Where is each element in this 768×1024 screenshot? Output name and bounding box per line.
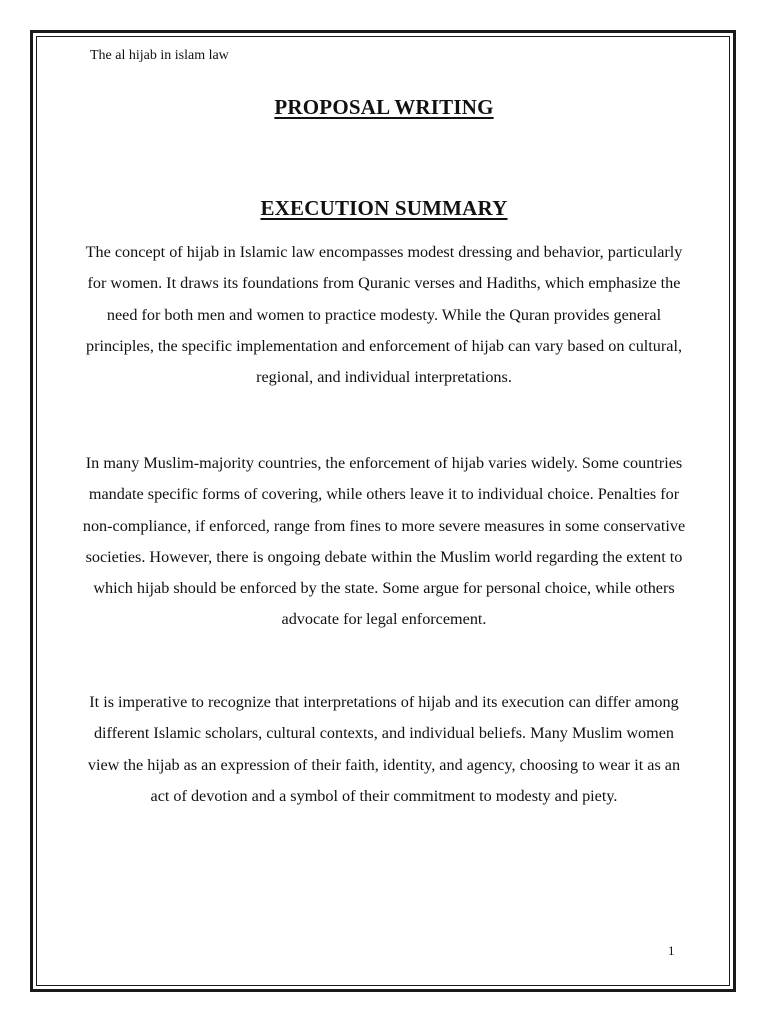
body-paragraph-2: In many Muslim-majority countries, the enforcement of hijab varies widely. Some countries mandate specific forms of covering, while others leave it to individual choice. Penalties for non-compliance, if enforced, range from fines to more severe measures in some conservative societies. However, there is ongoing debate within the Muslim world regarding the extent to which hijab should be enforced by the state. Some argue for personal choice, while others advocate for legal enforcement. — [82, 454, 686, 629]
body-paragraph-1: The concept of hijab in Islamic law encompasses modest dressing and behavior, particularly for women. It draws its foundations from Quranic verses and Hadiths, which emphasize the need for both men and women to practice modesty. While the Quran provides general principles, the specific implementation and enforcement of hijab can vary based on cultural, regional, and individual interpretations. — [85, 243, 683, 387]
section-heading: EXECUTION SUMMARY — [260, 196, 508, 220]
running-header: The al hijab in islam law — [90, 48, 229, 63]
page-number: 1 — [668, 943, 675, 958]
body-paragraph-3: It is imperative to recognize that interpretations of hijab and its execution can differ among different Islamic scholars, cultural contexts, and individual beliefs. Many Muslim women view the hijab as an expression of their faith, identity, and agency, choosing to wear it as an act of devotion and a symbol of their commitment to modesty and piety. — [87, 693, 681, 805]
document-title: PROPOSAL WRITING — [274, 95, 494, 119]
